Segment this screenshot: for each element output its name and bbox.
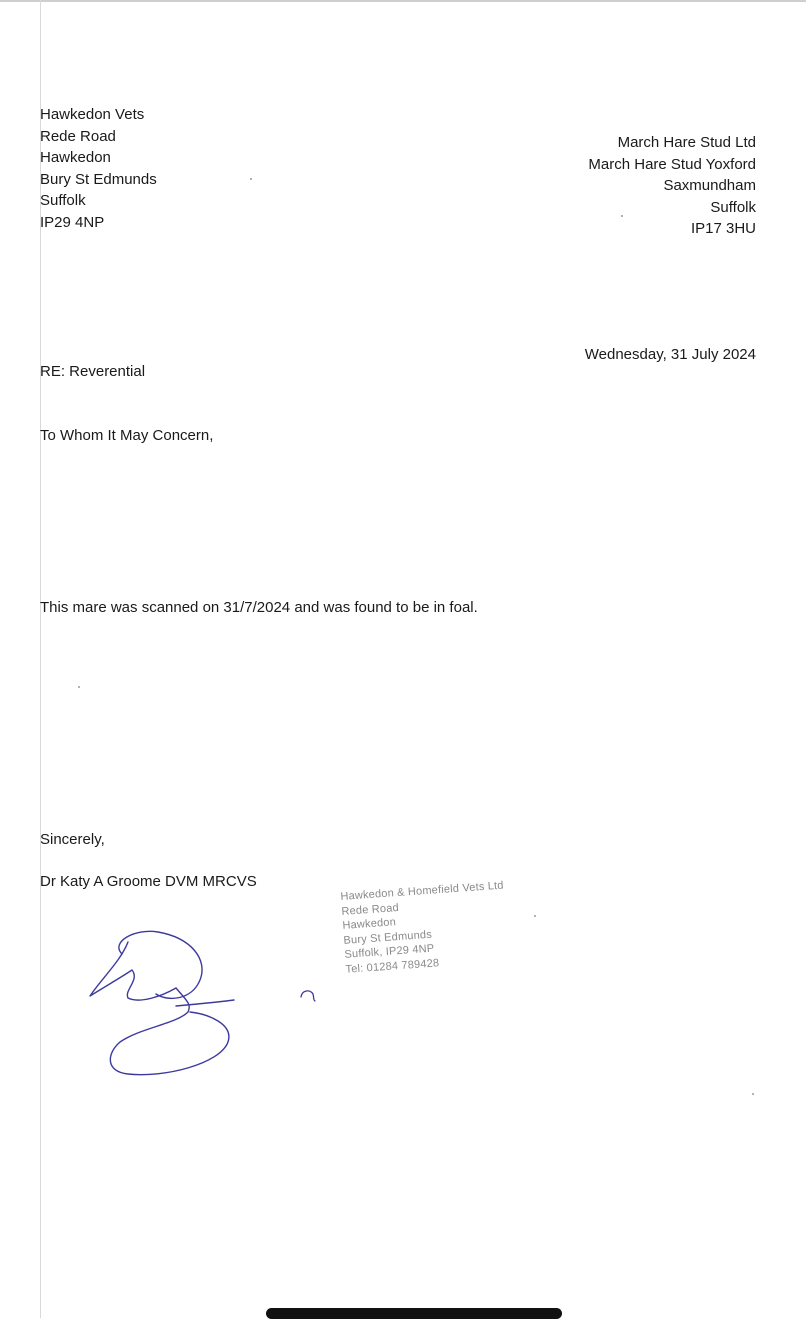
salutation: To Whom It May Concern, — [40, 427, 214, 444]
stamp-line: Tel: 01284 789428 — [345, 956, 440, 976]
recipient-line: March Hare Stud Yoxford — [588, 155, 756, 173]
vet-practice-stamp — [340, 879, 509, 977]
sender-line: Rede Road — [40, 127, 116, 145]
sender-address — [40, 104, 157, 234]
recipient-line: IP17 3HU — [690, 220, 756, 238]
handwritten-signature — [80, 920, 250, 1090]
sender-line: IP29 4NP — [40, 213, 105, 231]
scan-speck — [78, 686, 80, 688]
sender-line: Suffolk — [40, 192, 86, 210]
sender-line: Bury St Edmunds — [40, 170, 157, 188]
stamp-line: Suffolk, IP29 4NP — [344, 942, 435, 961]
stamp-line: Hawkedon — [342, 916, 397, 932]
scan-speck — [752, 1093, 754, 1095]
stamp-line: Rede Road — [341, 901, 400, 918]
scan-speck — [250, 178, 252, 180]
home-indicator[interactable] — [266, 1308, 562, 1319]
letter-date: Wednesday, 31 July 2024 — [584, 346, 756, 363]
sender-line: Hawkedon Vets — [40, 106, 145, 123]
stamp-line: Hawkedon & Homefield Vets Ltd — [340, 879, 505, 903]
letter-body: This mare was scanned on 31/7/2024 and was found to be in foal. — [40, 599, 478, 616]
scan-speck — [534, 915, 536, 917]
recipient-line: Suffolk — [710, 198, 756, 216]
scan-speck — [621, 215, 623, 217]
recipient-address — [588, 132, 756, 240]
signer-name: Dr Katy A Groome DVM MRCVS — [40, 873, 257, 890]
pen-mark — [296, 985, 320, 1003]
closing: Sincerely, — [40, 831, 105, 848]
recipient-line: March Hare Stud Ltd — [617, 134, 756, 151]
recipient-line: Saxmundham — [663, 177, 756, 195]
subject-line: RE: Reverential — [40, 363, 146, 380]
stamp-line: Bury St Edmunds — [343, 928, 433, 947]
sender-line: Hawkedon — [40, 149, 111, 167]
